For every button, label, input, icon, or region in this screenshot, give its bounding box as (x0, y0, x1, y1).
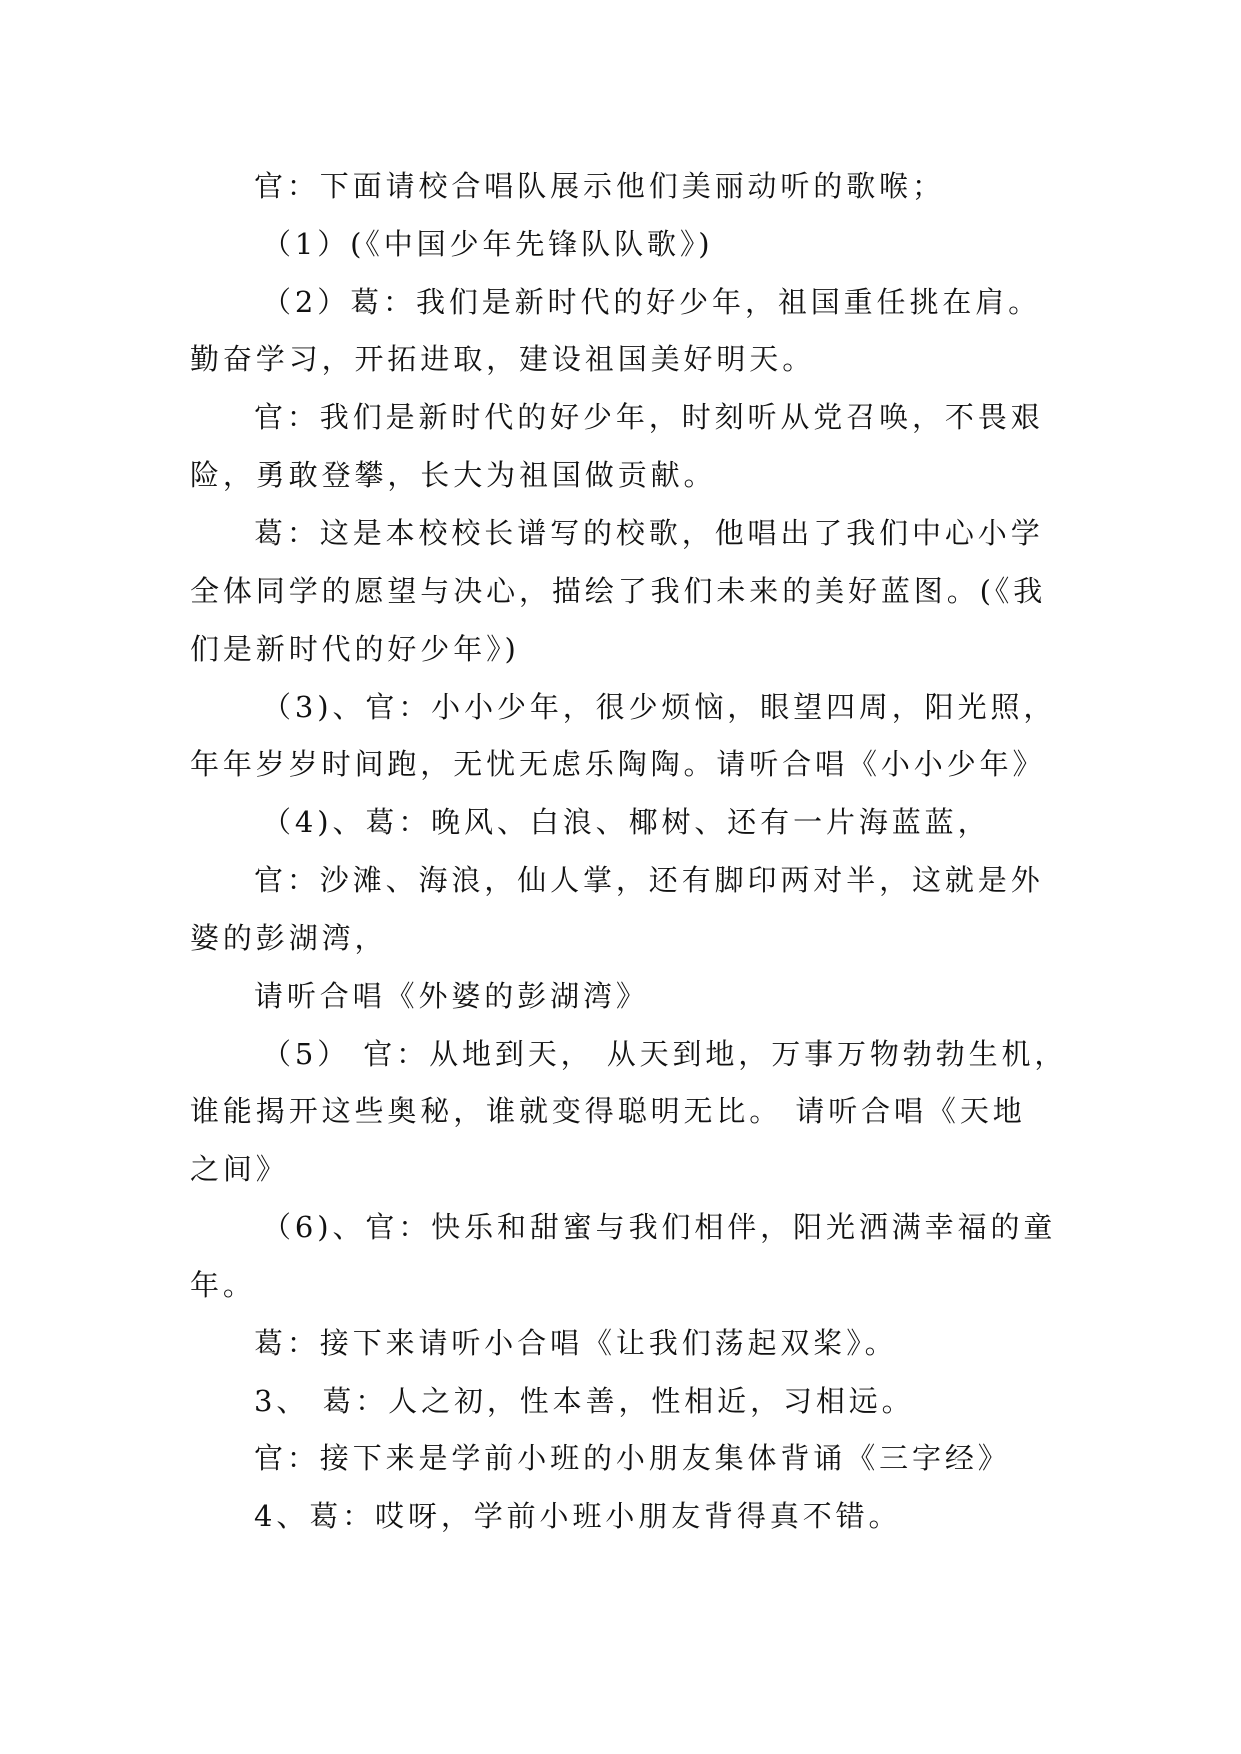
text-line: 葛：这是本校校长谱写的校歌，他唱出了我们中心小学 (254, 516, 1044, 550)
text-line: 3、 葛：人之初，性本善，性相近，习相远。 (254, 1384, 915, 1418)
text-line: （4)、葛：晚风、白浪、椰树、还有一片海蓝蓝， (262, 805, 991, 839)
text-line: 之间》 (190, 1152, 289, 1186)
text-line: 官：下面请校合唱队展示他们美丽动听的歌喉； (254, 169, 945, 203)
text-line: 葛：接下来请听小合唱《让我们荡起双桨》。 (254, 1326, 898, 1360)
text-line: 官：我们是新时代的好少年，时刻听从党召唤，不畏艰 (254, 400, 1044, 434)
text-line: 勤奋学习，开拓进取，建设祖国美好明天。 (190, 342, 816, 376)
text-line: 全体同学的愿望与决心，描绘了我们未来的美好蓝图。(《我 (190, 574, 1047, 608)
text-line: （5） 官：从地到天， 从天到地，万事万物勃勃生机， (262, 1037, 1068, 1071)
text-line: 婆的彭湖湾， (190, 921, 388, 955)
text-line: 官：沙滩、海浪，仙人掌，还有脚印两对半，这就是外 (254, 863, 1044, 897)
text-line: 4、葛：哎呀，学前小班小朋友背得真不错。 (254, 1499, 902, 1533)
text-line: （6)、官：快乐和甜蜜与我们相伴，阳光洒满幸福的童 (262, 1210, 1057, 1244)
text-line: （3)、官：小小少年，很少烦恼，眼望四周，阳光照， (262, 690, 1057, 724)
text-line: 年。 (190, 1268, 256, 1302)
text-line: 们是新时代的好少年》) (190, 632, 520, 666)
text-line: 险，勇敢登攀，长大为祖国做贡献。 (190, 458, 717, 492)
text-line: （2）葛：我们是新时代的好少年，祖国重任挑在肩。 (262, 285, 1042, 319)
text-line: （1）(《中国少年先锋队队歌》) (262, 227, 714, 261)
text-line: 谁能揭开这些奥秘，谁就变得聪明无比。 请听合唱《天地 (190, 1094, 1026, 1128)
text-line: 年年岁岁时间跑，无忧无虑乐陶陶。请听合唱《小小少年》 (190, 747, 1046, 781)
text-line: 请听合唱《外婆的彭湖湾》 (254, 979, 649, 1013)
text-line: 官：接下来是学前小班的小朋友集体背诵《三字经》 (254, 1441, 1011, 1475)
